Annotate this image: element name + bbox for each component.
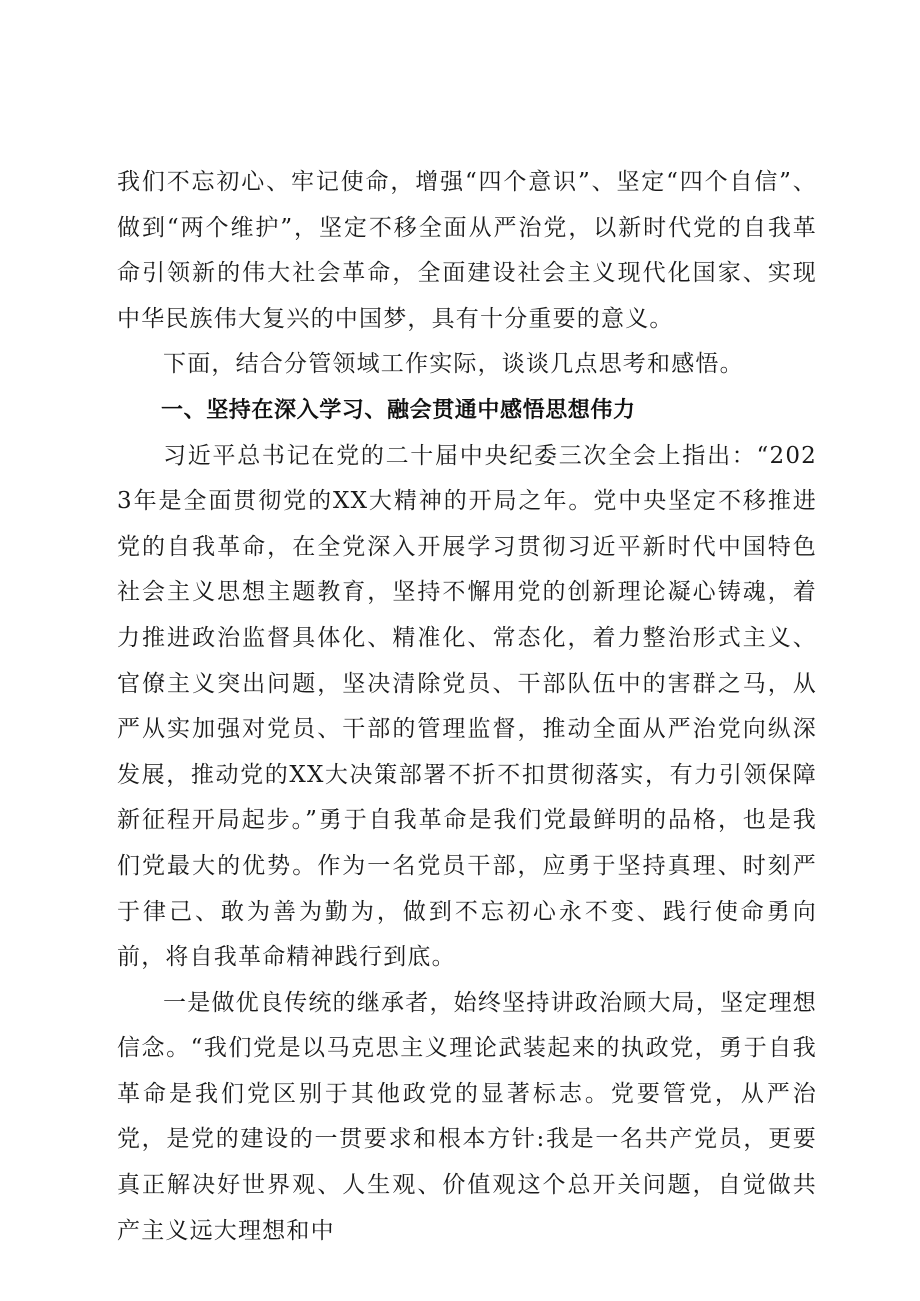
section-1-paragraph-1: 习近平总书记在党的二十届中央纪委三次全会上指出：“2023年是全面贯彻党的XX大精神的开局之年。党中央坚定不移推进党的自我革命，在全党深入开展学习贯彻习近平新时代中国特色社会主义思想主题教育，坚持不懈用党的创新理论凝心铸魂，着力推进政治监督具体化、精准化、常态化，着力整治形式主义、官僚主义突出问题，坚决清除党员、干部队伍中的害群之马，从严从实加强对党员、干部的管理监督，推动全面从严治党向纵深发展，推动党的XX大决策部署不折不扣贯彻落实，有力引领保障新征程开局起步。”勇于自我革命是我们党最鲜明的品格，也是我们党最大的优势。作为一名党员干部，应勇于坚持真理、时刻严于律己、敢为善为勤为，做到不忘初心永不变、践行使命勇向前，将自我革命精神践行到底。 [117, 442, 817, 971]
transition-paragraph: 下面，结合分管领域工作实际，谈谈几点思考和感悟。 [163, 351, 744, 378]
intro-paragraph: 我们不忘初心、牢记使命，增强“四个意识”、坚定“四个自信”、做到“两个维护”，坚定不移全面从严治党，以新时代党的自我革命引领新的伟大社会革命，全面建设社会主义现代化国家、实现中华民族伟大复兴的中国梦，具有十分重要的意义。 [117, 169, 817, 332]
document-body [117, 160, 817, 1254]
section-heading-1: 一、坚持在深入学习、融会贯通中感悟思想伟力 [161, 397, 636, 423]
section-1-paragraph-2: 一是做优良传统的继承者，始终坚持讲政治顾大局，坚定理想信念。“我们党是以马克思主义理论武装起来的执政党，勇于自我革命是我们党区别于其他政党的显著标志。党要管党，从严治党，是党的建设的一贯要求和根本方针:我是一名共产党员，更要真正解决好世界观、人生观、价值观这个总开关问题，自觉做共产主义远大理想和中 [117, 989, 817, 1244]
